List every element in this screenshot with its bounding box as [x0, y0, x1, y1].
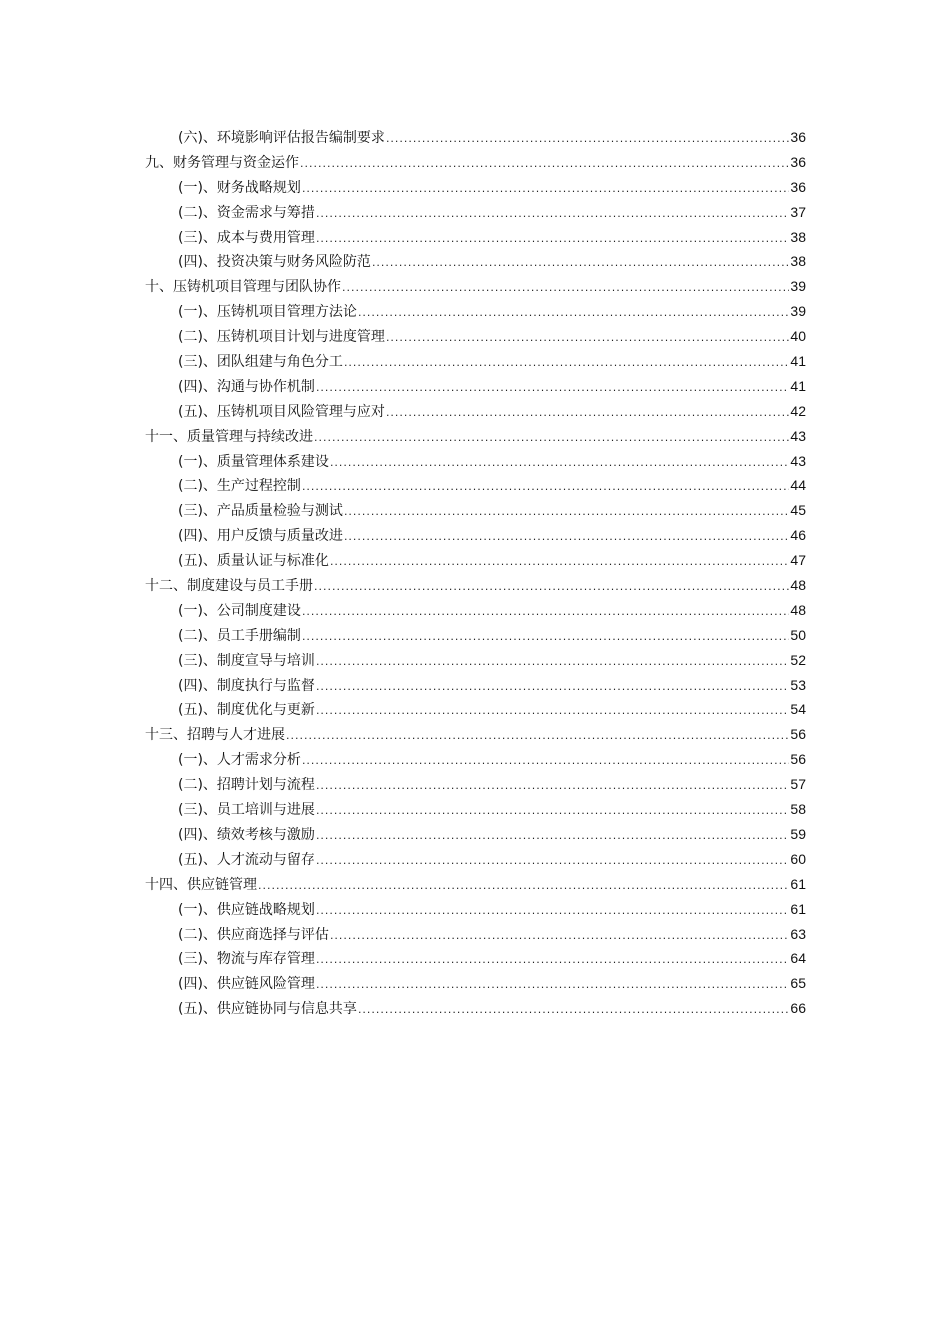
toc-dot-leader — [314, 426, 789, 451]
toc-dot-leader — [314, 575, 789, 600]
toc-entry-title: (四)、投资决策与财务风险防范 — [178, 254, 371, 271]
toc-page-number: 63 — [790, 925, 806, 942]
toc-section-entry[interactable] — [145, 225, 806, 250]
toc-entry-title: (一)、财务战略规划 — [178, 179, 301, 196]
toc-dot-leader — [342, 276, 789, 301]
toc-page-number: 36 — [790, 129, 806, 145]
toc-entry-title: 十、压铸机项目管理与团队协作 — [145, 279, 341, 296]
toc-section-entry[interactable] — [145, 523, 806, 548]
toc-page-number: 39 — [790, 278, 806, 295]
toc-page-number: 52 — [790, 651, 806, 668]
toc-dot-leader — [316, 973, 789, 998]
toc-entry-title: (一)、质量管理体系建设 — [178, 453, 329, 470]
toc-page-number: 46 — [790, 527, 806, 544]
toc-section-entry[interactable] — [145, 797, 806, 822]
toc-dot-leader — [316, 849, 789, 874]
toc-section-entry[interactable] — [145, 673, 806, 698]
toc-entry-title: (四)、绩效考核与激励 — [178, 826, 315, 843]
toc-dot-leader — [286, 724, 789, 749]
toc-dot-leader — [358, 998, 789, 1023]
table-of-contents — [145, 125, 806, 1021]
toc-dot-leader — [316, 824, 789, 849]
toc-section-entry[interactable] — [145, 349, 806, 374]
toc-section-entry[interactable] — [145, 971, 806, 996]
toc-section-entry[interactable] — [145, 922, 806, 947]
toc-section-entry[interactable] — [145, 897, 806, 922]
toc-section-entry[interactable] — [145, 200, 806, 225]
toc-section-entry[interactable] — [145, 772, 806, 797]
toc-entry-title: (二)、生产过程控制 — [178, 478, 301, 495]
toc-entry-title: (二)、资金需求与筹措 — [178, 204, 315, 221]
toc-entry-title: (三)、员工培训与进展 — [178, 802, 315, 819]
toc-page-number: 45 — [790, 502, 806, 519]
toc-page-number: 64 — [790, 950, 806, 967]
toc-entry-title: (五)、人才流动与留存 — [178, 851, 315, 868]
toc-dot-leader — [344, 351, 789, 376]
toc-dot-leader — [316, 675, 789, 700]
toc-section-entry[interactable] — [145, 996, 806, 1021]
toc-entry-title: (一)、压铸机项目管理方法论 — [178, 304, 357, 321]
toc-entry-title: (三)、团队组建与角色分工 — [178, 354, 343, 371]
toc-page-number: 36 — [790, 153, 806, 170]
toc-dot-leader — [300, 152, 789, 177]
toc-section-entry[interactable] — [145, 946, 806, 971]
toc-dot-leader — [316, 799, 789, 824]
toc-page-number: 42 — [790, 402, 806, 419]
toc-page-number: 43 — [790, 427, 806, 444]
toc-page-number: 44 — [790, 477, 806, 494]
toc-dot-leader — [302, 600, 789, 625]
toc-section-entry[interactable] — [145, 175, 806, 200]
toc-page-number: 57 — [790, 776, 806, 793]
toc-section-entry[interactable] — [145, 847, 806, 872]
toc-entry-title: 十三、招聘与人才进展 — [145, 727, 285, 744]
toc-entry-title: (三)、制度宣导与培训 — [178, 652, 315, 669]
toc-entry-title: (三)、成本与费用管理 — [178, 229, 315, 246]
toc-dot-leader — [330, 924, 789, 949]
toc-dot-leader — [316, 227, 789, 252]
toc-section-entry[interactable] — [145, 822, 806, 847]
toc-chapter-entry[interactable] — [145, 150, 806, 175]
toc-entry-title: (五)、制度优化与更新 — [178, 702, 315, 719]
toc-page-number: 58 — [790, 801, 806, 818]
toc-dot-leader — [302, 625, 789, 650]
toc-page-number: 59 — [790, 825, 806, 842]
toc-page-number: 66 — [790, 1000, 806, 1017]
toc-page-number: 65 — [790, 975, 806, 992]
toc-dot-leader — [316, 202, 789, 227]
toc-dot-leader — [316, 948, 789, 973]
toc-chapter-entry[interactable] — [145, 424, 806, 449]
toc-section-entry[interactable] — [145, 598, 806, 623]
toc-page-number: 48 — [790, 601, 806, 618]
toc-section-entry[interactable] — [145, 449, 806, 474]
toc-section-entry[interactable] — [145, 249, 806, 274]
toc-entry-title: (一)、人才需求分析 — [178, 752, 301, 769]
toc-page-number: 56 — [790, 751, 806, 768]
toc-entry-title: (二)、压铸机项目计划与进度管理 — [178, 329, 385, 346]
toc-dot-leader — [316, 376, 789, 401]
toc-page-number: 38 — [790, 228, 806, 245]
toc-dot-leader — [316, 774, 789, 799]
toc-entry-title: (四)、用户反馈与质量改进 — [178, 528, 343, 545]
toc-dot-leader — [302, 177, 789, 202]
toc-chapter-entry[interactable] — [145, 274, 806, 299]
toc-entry-title: (一)、公司制度建设 — [178, 602, 301, 619]
toc-page-number: 38 — [790, 253, 806, 270]
toc-entry-title: (二)、供应商选择与评估 — [178, 926, 329, 943]
toc-section-entry[interactable] — [145, 648, 806, 673]
toc-section-entry[interactable] — [145, 548, 806, 573]
toc-page-number: 60 — [790, 850, 806, 867]
toc-section-entry[interactable] — [145, 747, 806, 772]
toc-page-number: 56 — [790, 726, 806, 743]
toc-chapter-entry[interactable] — [145, 872, 806, 897]
toc-section-entry[interactable] — [145, 697, 806, 722]
toc-entry-title: (五)、压铸机项目风险管理与应对 — [178, 403, 385, 420]
toc-dot-leader — [358, 301, 789, 326]
toc-entry-title: 十二、制度建设与员工手册 — [145, 578, 313, 595]
toc-dot-leader — [316, 899, 789, 924]
toc-page-number: 61 — [790, 875, 806, 892]
toc-entry-title: 十一、质量管理与持续改进 — [145, 428, 313, 445]
toc-chapter-entry[interactable] — [145, 573, 806, 598]
toc-page-number: 39 — [790, 303, 806, 320]
toc-section-entry[interactable] — [145, 324, 806, 349]
toc-dot-leader — [386, 401, 789, 426]
toc-page-number: 47 — [790, 552, 806, 569]
toc-page-number: 36 — [790, 178, 806, 195]
toc-entry-title: (三)、产品质量检验与测试 — [178, 503, 343, 520]
toc-entry-title: (二)、招聘计划与流程 — [178, 777, 315, 794]
toc-entry-title: (四)、制度执行与监督 — [178, 677, 315, 694]
toc-page-number: 48 — [790, 577, 806, 594]
toc-dot-leader — [344, 525, 789, 550]
toc-entry-title: (四)、沟通与协作机制 — [178, 378, 315, 395]
toc-entry-title: (四)、供应链风险管理 — [178, 976, 315, 993]
toc-dot-leader — [386, 326, 789, 351]
toc-section-entry[interactable] — [145, 623, 806, 648]
toc-page-number: 41 — [790, 353, 806, 370]
toc-page-number: 41 — [790, 377, 806, 394]
toc-dot-leader — [344, 500, 789, 525]
toc-section-entry[interactable] — [145, 125, 806, 150]
toc-dot-leader — [386, 127, 789, 152]
toc-entry-title: (五)、供应链协同与信息共享 — [178, 1001, 357, 1018]
toc-section-entry[interactable] — [145, 374, 806, 399]
toc-dot-leader — [330, 451, 789, 476]
toc-entry-title: (五)、质量认证与标准化 — [178, 553, 329, 570]
toc-page-number: 61 — [790, 900, 806, 917]
toc-entry-title: 十四、供应链管理 — [145, 876, 257, 893]
toc-dot-leader — [316, 650, 789, 675]
toc-dot-leader — [258, 874, 789, 899]
toc-entry-title: (六)、环境影响评估报告编制要求 — [178, 130, 385, 146]
toc-dot-leader — [302, 749, 789, 774]
toc-entry-title: (二)、员工手册编制 — [178, 627, 301, 644]
toc-entry-title: (一)、供应链战略规划 — [178, 901, 315, 918]
toc-dot-leader — [372, 251, 789, 276]
toc-dot-leader — [330, 550, 789, 575]
toc-section-entry[interactable] — [145, 299, 806, 324]
toc-page-number: 37 — [790, 203, 806, 220]
toc-page-number: 40 — [790, 328, 806, 345]
toc-page-number: 50 — [790, 626, 806, 643]
toc-section-entry[interactable] — [145, 399, 806, 424]
toc-page-number: 54 — [790, 701, 806, 718]
toc-page-number: 43 — [790, 452, 806, 469]
toc-chapter-entry[interactable] — [145, 722, 806, 747]
toc-section-entry[interactable] — [145, 498, 806, 523]
toc-dot-leader — [302, 475, 789, 500]
toc-page-number: 53 — [790, 676, 806, 693]
toc-section-entry[interactable] — [145, 473, 806, 498]
toc-dot-leader — [316, 699, 789, 724]
toc-entry-title: (三)、物流与库存管理 — [178, 951, 315, 968]
toc-entry-title: 九、财务管理与资金运作 — [145, 154, 299, 171]
